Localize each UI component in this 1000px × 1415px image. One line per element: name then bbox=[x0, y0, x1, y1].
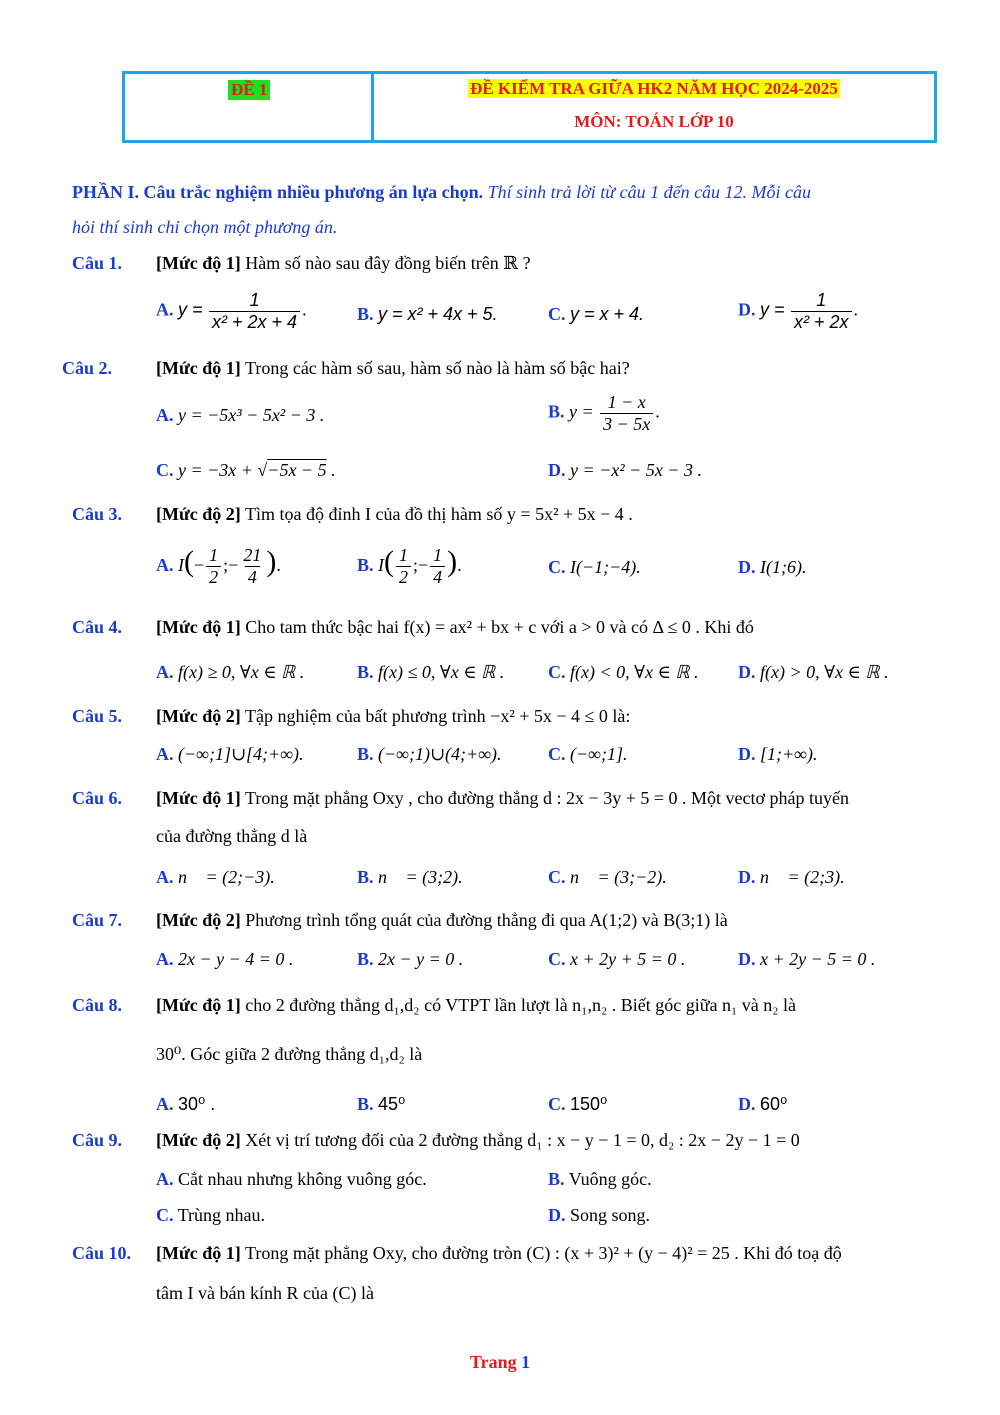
question-8-option-a[interactable]: A. 30⁰ . bbox=[156, 1094, 216, 1114]
question-1-stem bbox=[156, 253, 531, 274]
page-footer bbox=[0, 1352, 1000, 1373]
question-6-option-a[interactable]: A. n⃗ = (2;−3). bbox=[156, 867, 275, 887]
question-7-option-b[interactable]: B. 2x − y = 0 . bbox=[357, 949, 464, 969]
question-4-option-a[interactable]: A. f(x) ≥ 0, ∀x ∈ ℝ . bbox=[156, 662, 305, 682]
question-8-option-d[interactable]: D. 60⁰ bbox=[738, 1094, 788, 1114]
exam-code-tag: ĐỀ 1 bbox=[228, 80, 270, 100]
question-8-text: cho 2 đường thẳng d₁,d₂ có VTPT lần lượt là n₁,n₂ . Biết góc giữa n₁ và n₂ là bbox=[245, 995, 796, 1015]
exam-title: ĐỀ KIỂM TRA GIỮA HK2 NĂM HỌC 2024-2025 bbox=[470, 79, 838, 98]
question-9-level: [Mức độ 2] bbox=[156, 1130, 241, 1150]
question-10-text: Trong mặt phẳng Oxy, cho đường tròn (C) : (x + 3)² + (y − 4)² = 25 . Khi đó toạ độ bbox=[244, 1243, 842, 1263]
question-3-stem bbox=[156, 504, 633, 525]
question-6-option-b[interactable]: B. n⃗ = (3;2). bbox=[357, 867, 463, 887]
question-3-option-a[interactable]: A. I(− $\frac{1}{2}$ ;− $\frac{21}{4}$ ). bbox=[156, 545, 281, 588]
question-9-text: Xét vị trí tương đối của 2 đường thẳng d₁ : x − y − 1 = 0, d₂ : 2x − 2y − 1 = 0 bbox=[245, 1130, 800, 1150]
question-1-option-d[interactable]: D. y = $\frac{1}{\text{x² + 2x}}$ . bbox=[738, 290, 859, 332]
question-7-number: Câu 7. bbox=[72, 910, 123, 930]
exam-title-cell bbox=[374, 74, 934, 140]
question-2-option-d[interactable]: D. y = −x² − 5x − 3 . bbox=[548, 460, 702, 480]
question-4-number: Câu 4. bbox=[72, 617, 123, 637]
question-7-text: Phương trình tổng quát của đường thẳng đi qua A(1;2) và B(3;1) là bbox=[245, 910, 728, 930]
question-6-stem bbox=[156, 788, 849, 809]
question-9-number: Câu 9. bbox=[72, 1130, 123, 1150]
part1-instruction-2: hỏi thí sinh chỉ chọn một phương án. bbox=[72, 217, 338, 237]
question-1-option-b[interactable]: B. y = x² + 4x + 5. bbox=[357, 304, 498, 324]
question-4-option-c[interactable]: C. f(x) < 0, ∀x ∈ ℝ . bbox=[548, 662, 699, 682]
page-number: 1 bbox=[521, 1352, 531, 1372]
question-3-level: [Mức độ 2] bbox=[156, 504, 241, 524]
question-2-stem bbox=[156, 358, 630, 379]
exam-code-cell bbox=[125, 74, 374, 140]
question-3-text: Tìm tọa độ đỉnh I của đồ thị hàm số y = 5x² + 5x − 4 . bbox=[244, 504, 633, 524]
question-5-text: Tập nghiệm của bất phương trình −x² + 5x − 4 ≤ 0 là: bbox=[244, 706, 631, 726]
question-1-option-c[interactable]: C. y = x + 4. bbox=[548, 304, 645, 324]
question-7-level: [Mức độ 2] bbox=[156, 910, 241, 930]
question-8-level: [Mức độ 1] bbox=[156, 995, 241, 1015]
question-4-level: [Mức độ 1] bbox=[156, 617, 241, 637]
question-10-stem bbox=[156, 1243, 842, 1264]
question-2-option-c[interactable]: C. y = −3x + √−5x − 5 . bbox=[156, 460, 336, 480]
question-5-level: [Mức độ 2] bbox=[156, 706, 241, 726]
part1-instruction-1: Thí sinh trả lời từ câu 1 đến câu 12. Mỗi câu bbox=[487, 182, 812, 202]
question-3-option-d[interactable]: D. I(1;6). bbox=[738, 557, 807, 577]
question-8-number: Câu 8. bbox=[72, 995, 123, 1015]
question-3-option-c[interactable]: C. I(−1;−4). bbox=[548, 557, 641, 577]
question-2-number: Câu 2. bbox=[62, 358, 113, 378]
question-8-stem bbox=[156, 995, 796, 1016]
question-6-option-c[interactable]: C. n⃗ = (3;−2). bbox=[548, 867, 667, 887]
question-7-option-c[interactable]: C. x + 2y + 5 = 0 . bbox=[548, 949, 686, 969]
question-6-level: [Mức độ 1] bbox=[156, 788, 241, 808]
question-4-stem bbox=[156, 617, 754, 638]
question-2-text: Trong các hàm số sau, hàm số nào là hàm số bậc hai? bbox=[244, 358, 630, 378]
question-2-option-b[interactable]: B. y = $\frac{1 - x}{3 - 5x}$ . bbox=[548, 392, 660, 434]
question-8-text-2: 30⁰. Góc giữa 2 đường thẳng d₁,d₂ là bbox=[156, 1044, 423, 1064]
question-5-option-c[interactable]: C. (−∞;1]. bbox=[548, 744, 628, 764]
part1-line1 bbox=[72, 182, 811, 203]
exam-subject: MÔN: TOÁN LỚP 10 bbox=[574, 112, 734, 131]
question-9-option-d[interactable]: D. Song song. bbox=[548, 1205, 651, 1225]
question-7-stem bbox=[156, 910, 728, 931]
question-1-text: Hàm số nào sau đây đồng biến trên ℝ ? bbox=[245, 253, 531, 273]
question-5-option-a[interactable]: A. (−∞;1]∪[4;+∞). bbox=[156, 744, 304, 764]
question-8-option-c[interactable]: C. 150⁰ bbox=[548, 1094, 608, 1114]
question-7-option-d[interactable]: D. x + 2y − 5 = 0 . bbox=[738, 949, 876, 969]
question-6-text: Trong mặt phẳng Oxy , cho đường thẳng d : 2x − 3y + 5 = 0 . Một vectơ pháp tuyến bbox=[244, 788, 849, 808]
exam-header-box bbox=[122, 71, 937, 143]
question-9-stem bbox=[156, 1130, 800, 1151]
question-2-level: [Mức độ 1] bbox=[156, 358, 241, 378]
question-5-stem bbox=[156, 706, 630, 727]
question-1-level: [Mức độ 1] bbox=[156, 253, 241, 273]
question-6-number: Câu 6. bbox=[72, 788, 123, 808]
question-10-level: [Mức độ 1] bbox=[156, 1243, 241, 1263]
question-4-option-d[interactable]: D. f(x) > 0, ∀x ∈ ℝ . bbox=[738, 662, 889, 682]
question-5-option-b[interactable]: B. (−∞;1)∪(4;+∞). bbox=[357, 744, 502, 764]
question-5-option-d[interactable]: D. [1;+∞). bbox=[738, 744, 818, 764]
question-9-option-c[interactable]: C. Trùng nhau. bbox=[156, 1205, 266, 1225]
question-6-text-2: của đường thẳng d là bbox=[156, 826, 308, 846]
question-8-option-b[interactable]: B. 45⁰ bbox=[357, 1094, 406, 1114]
question-2-option-a[interactable]: A. y = −5x³ − 5x² − 3 . bbox=[156, 405, 325, 425]
question-7-option-a[interactable]: A. 2x − y − 4 = 0 . bbox=[156, 949, 294, 969]
question-3-number: Câu 3. bbox=[72, 504, 123, 524]
question-6-option-d[interactable]: D. n⃗ = (2;3). bbox=[738, 867, 845, 887]
question-3-option-b[interactable]: B. I( $\frac{1}{2}$ ;− $\frac{1}{4}$ ). bbox=[357, 545, 462, 588]
question-1-option-a[interactable]: A. y = $\frac{1}{\text{x² + 2x + 4}}$ . bbox=[156, 290, 307, 332]
question-5-number: Câu 5. bbox=[72, 706, 123, 726]
page-label: Trang bbox=[469, 1352, 517, 1372]
question-9-option-b[interactable]: B. Vuông góc. bbox=[548, 1169, 652, 1189]
question-4-text: Cho tam thức bậc hai f(x) = ax² + bx + c với a > 0 và có Δ ≤ 0 . Khi đó bbox=[245, 617, 754, 637]
question-1-number: Câu 1. bbox=[72, 253, 123, 273]
question-9-option-a[interactable]: A. Cắt nhau nhưng không vuông góc. bbox=[156, 1169, 427, 1189]
question-10-number: Câu 10. bbox=[72, 1243, 132, 1263]
part1-heading: PHẦN I. Câu trắc nghiệm nhiều phương án lựa chọn. bbox=[72, 182, 484, 202]
question-4-option-b[interactable]: B. f(x) ≤ 0, ∀x ∈ ℝ . bbox=[357, 662, 505, 682]
question-10-text-2: tâm I và bán kính R của (C) là bbox=[156, 1283, 374, 1303]
